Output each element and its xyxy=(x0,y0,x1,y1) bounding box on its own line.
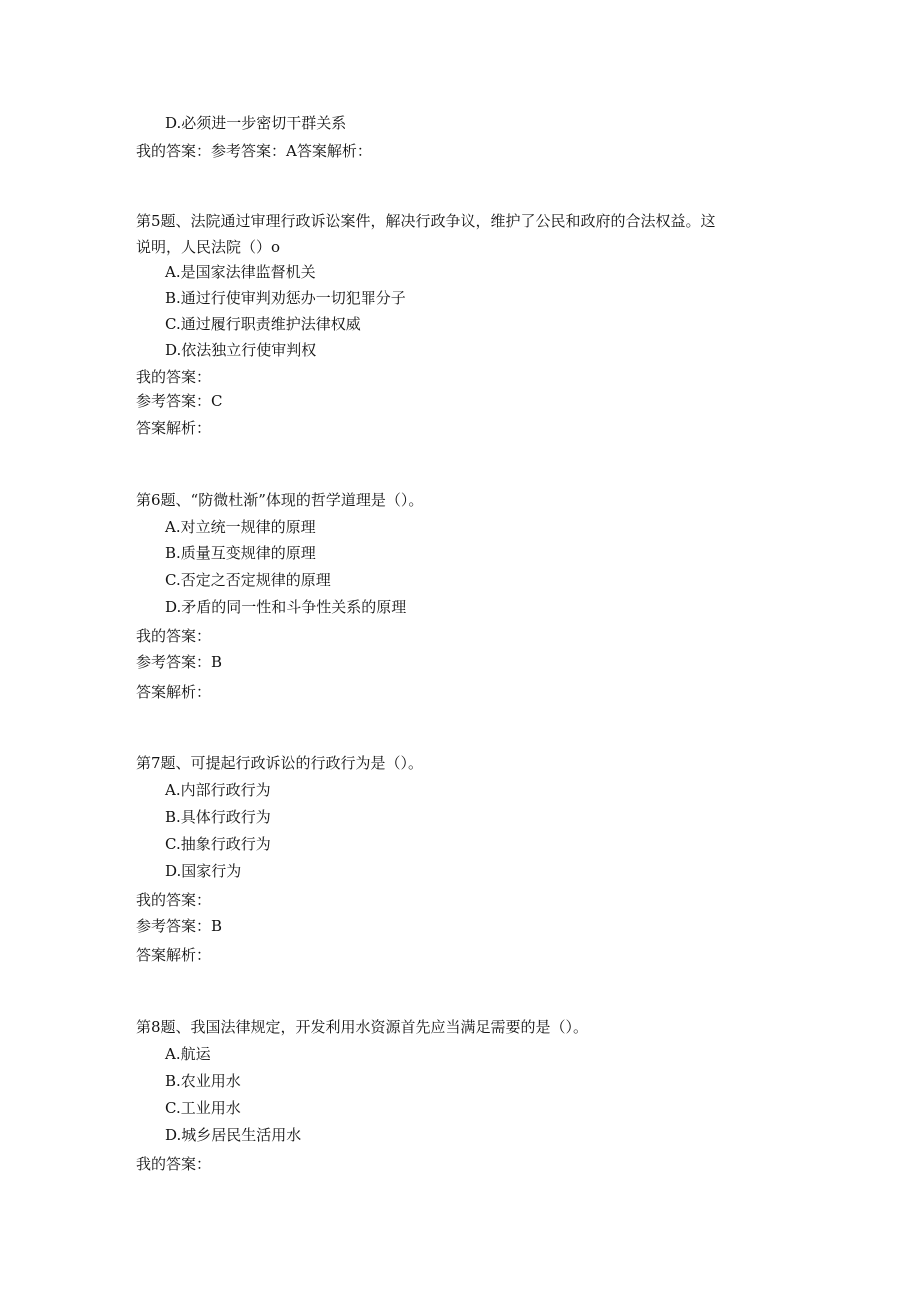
q6-option-a: A.对立统一规律的原理 xyxy=(165,518,316,536)
q7-my-answer: 我的答案： xyxy=(136,891,212,909)
q8-option-c: C.工业用水 xyxy=(165,1099,241,1117)
q7-option-c: C.抽象行政行为 xyxy=(165,835,271,853)
q7-option-d: D.国家行为 xyxy=(165,862,242,880)
q5-stem-line2: 说明，人民法院（）o xyxy=(136,238,281,256)
q8-stem: 第8题、我国法律规定，开发利用水资源首先应当满足需要的是（）。 xyxy=(136,1018,589,1036)
q6-my-answer: 我的答案： xyxy=(136,627,212,645)
q6-option-c: C.否定之否定规律的原理 xyxy=(165,571,331,589)
q7-option-a: A.内部行政行为 xyxy=(165,781,271,799)
q8-my-answer: 我的答案： xyxy=(136,1155,212,1173)
q6-analysis: 答案解析： xyxy=(136,683,212,701)
q5-ref-answer: 参考答案：C xyxy=(136,392,223,410)
q5-my-answer: 我的答案： xyxy=(136,368,212,386)
q6-ref-answer: 参考答案：B xyxy=(136,653,223,671)
q6-option-d: D.矛盾的同一性和斗争性关系的原理 xyxy=(165,598,407,616)
q6-option-b: B.质量互变规律的原理 xyxy=(165,544,316,562)
q5-analysis: 答案解析： xyxy=(136,419,212,437)
q7-ref-answer: 参考答案：B xyxy=(136,917,223,935)
q5-stem-line1: 第5题、法院通过审理行政诉讼案件，解决行政争议，维护了公民和政府的合法权益。这 xyxy=(136,212,716,230)
q8-option-d: D.城乡居民生活用水 xyxy=(165,1126,302,1144)
q6-stem: 第6题、“防微杜渐”体现的哲学道理是（）。 xyxy=(136,491,424,509)
q5-option-b: B.通过行使审判劝惩办一切犯罪分子 xyxy=(165,289,406,307)
q5-option-a: A.是国家法律监督机关 xyxy=(165,263,316,281)
q7-stem: 第7题、可提起行政诉讼的行政行为是（）。 xyxy=(136,754,424,772)
q5-option-d: D.依法独立行使审判权 xyxy=(165,341,317,359)
prev-option-d: D.必须进一步密切干群关系 xyxy=(165,114,347,132)
q5-option-c: C.通过履行职责维护法律权威 xyxy=(165,315,361,333)
q8-option-a: A.航运 xyxy=(165,1045,211,1063)
prev-answer-line: 我的答案：参考答案：A答案解析： xyxy=(136,142,372,160)
q7-analysis: 答案解析： xyxy=(136,946,212,964)
q8-option-b: B.农业用水 xyxy=(165,1072,241,1090)
q7-option-b: B.具体行政行为 xyxy=(165,808,271,826)
